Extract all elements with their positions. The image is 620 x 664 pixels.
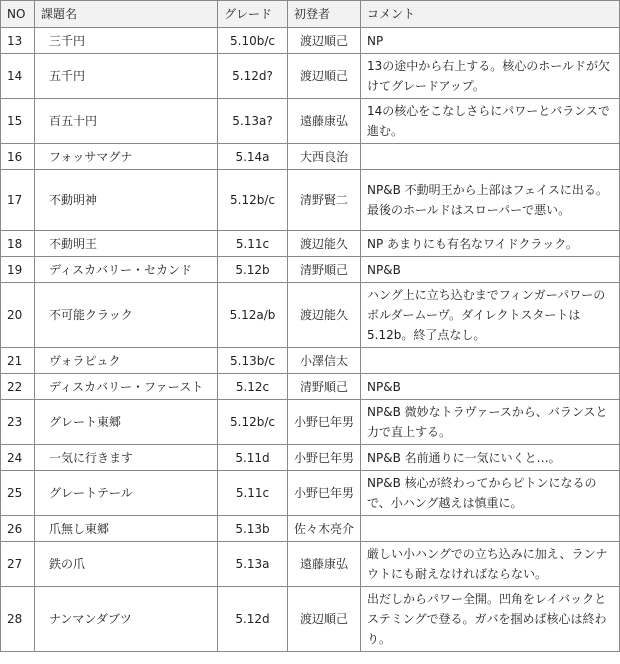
cell-first-ascent: 渡辺能久 — [288, 283, 361, 348]
cell-first-ascent: 佐々木亮介 — [288, 516, 361, 542]
cell-route-name: グレートテール — [35, 471, 218, 516]
cell-route-name: 不可能クラック — [35, 283, 218, 348]
cell-comment: NP&B — [361, 257, 620, 283]
cell-comment — [361, 144, 620, 170]
cell-no: 20 — [1, 283, 35, 348]
cell-route-name: 百五十円 — [35, 99, 218, 144]
cell-comment: NP&B 微妙なトラヴァースから、バランスと力で直上する。 — [361, 400, 620, 445]
cell-grade: 5.12a/b — [218, 283, 288, 348]
cell-no: 23 — [1, 400, 35, 445]
cell-first-ascent: 渡辺能久 — [288, 231, 361, 257]
table-row — [1, 374, 620, 400]
cell-comment: NP&B — [361, 374, 620, 400]
cell-no: 28 — [1, 587, 35, 652]
table-row — [1, 400, 620, 445]
cell-no: 27 — [1, 542, 35, 587]
table-row — [1, 445, 620, 471]
table-row — [1, 471, 620, 516]
cell-first-ascent: 清野順己 — [288, 257, 361, 283]
table-row — [1, 348, 620, 374]
cell-route-name: 鉄の爪 — [35, 542, 218, 587]
cell-first-ascent: 遠藤康弘 — [288, 99, 361, 144]
table-row — [1, 283, 620, 348]
cell-grade: 5.12d? — [218, 54, 288, 99]
cell-comment: 厳しい小ハングでの立ち込みに加え、ランナウトにも耐えなければならない。 — [361, 542, 620, 587]
cell-grade: 5.12b/c — [218, 170, 288, 231]
cell-comment: NP あまりにも有名なワイドクラック。 — [361, 231, 620, 257]
header-no: NO — [1, 1, 35, 28]
cell-no: 21 — [1, 348, 35, 374]
cell-no: 24 — [1, 445, 35, 471]
cell-no: 17 — [1, 170, 35, 231]
cell-no: 22 — [1, 374, 35, 400]
cell-route-name: 不動明神 — [35, 170, 218, 231]
cell-route-name: フォッサマグナ — [35, 144, 218, 170]
cell-grade: 5.10b/c — [218, 28, 288, 54]
table-row — [1, 170, 620, 231]
cell-comment: 13の途中から右上する。核心のホールドが欠けてグレードアップ。 — [361, 54, 620, 99]
table-row — [1, 99, 620, 144]
table-row — [1, 144, 620, 170]
cell-no: 14 — [1, 54, 35, 99]
cell-grade: 5.11d — [218, 445, 288, 471]
table-row — [1, 28, 620, 54]
table-header-row — [1, 1, 620, 28]
cell-first-ascent: 小野巳年男 — [288, 400, 361, 445]
cell-no: 26 — [1, 516, 35, 542]
cell-no: 13 — [1, 28, 35, 54]
cell-route-name: 爪無し東郷 — [35, 516, 218, 542]
cell-first-ascent: 小野巳年男 — [288, 471, 361, 516]
cell-grade: 5.14a — [218, 144, 288, 170]
header-name: 課題名 — [35, 1, 218, 28]
cell-comment: 14の核心をこなしさらにパワーとバランスで進む。 — [361, 99, 620, 144]
cell-grade: 5.12b/c — [218, 400, 288, 445]
cell-first-ascent: 清野順己 — [288, 374, 361, 400]
cell-comment: 出だしからパワー全開。凹角をレイバックとステミングで登る。ガバを掴めば核心は終わり。 — [361, 587, 620, 652]
cell-first-ascent: 小澤信太 — [288, 348, 361, 374]
cell-grade: 5.11c — [218, 231, 288, 257]
cell-grade: 5.12c — [218, 374, 288, 400]
cell-comment: NP&B 核心が終わってからピトンになるので、小ハング越えは慎重に。 — [361, 471, 620, 516]
cell-first-ascent: 遠藤康弘 — [288, 542, 361, 587]
header-setter: 初登者 — [288, 1, 361, 28]
cell-grade: 5.13b — [218, 516, 288, 542]
cell-grade: 5.12d — [218, 587, 288, 652]
cell-grade: 5.11c — [218, 471, 288, 516]
cell-first-ascent: 渡辺順己 — [288, 28, 361, 54]
table-body — [1, 28, 620, 652]
cell-first-ascent: 渡辺順己 — [288, 54, 361, 99]
cell-no: 19 — [1, 257, 35, 283]
header-comment: コメント — [361, 1, 620, 28]
cell-comment: NP&B 不動明王から上部はフェイスに出る。最後のホールドはスローパーで悪い。 — [361, 170, 620, 231]
header-grade: グレード — [218, 1, 288, 28]
cell-grade: 5.12b — [218, 257, 288, 283]
cell-no: 18 — [1, 231, 35, 257]
cell-comment — [361, 516, 620, 542]
cell-route-name: グレート東郷 — [35, 400, 218, 445]
cell-route-name: ヴォラピュク — [35, 348, 218, 374]
table-row — [1, 516, 620, 542]
cell-route-name: 一気に行きます — [35, 445, 218, 471]
cell-route-name: ディスカバリー・ファースト — [35, 374, 218, 400]
cell-comment: ハング上に立ち込むまでフィンガーパワーのボルダームーヴ。ダイレクトスタートは5.12b。終了点なし。 — [361, 283, 620, 348]
cell-grade: 5.13a? — [218, 99, 288, 144]
cell-first-ascent: 小野巳年男 — [288, 445, 361, 471]
cell-no: 15 — [1, 99, 35, 144]
cell-comment: NP&B 名前通りに一気にいくと…。 — [361, 445, 620, 471]
table-row — [1, 587, 620, 652]
cell-first-ascent: 渡辺順己 — [288, 587, 361, 652]
cell-no: 16 — [1, 144, 35, 170]
cell-first-ascent: 清野賢二 — [288, 170, 361, 231]
table-row — [1, 542, 620, 587]
table-row — [1, 54, 620, 99]
table-row — [1, 231, 620, 257]
cell-comment: NP — [361, 28, 620, 54]
cell-grade: 5.13b/c — [218, 348, 288, 374]
cell-route-name: 五千円 — [35, 54, 218, 99]
cell-route-name: ディスカバリー・セカンド — [35, 257, 218, 283]
cell-route-name: 三千円 — [35, 28, 218, 54]
cell-no: 25 — [1, 471, 35, 516]
cell-route-name: 不動明王 — [35, 231, 218, 257]
cell-grade: 5.13a — [218, 542, 288, 587]
cell-route-name: ナンマンダブツ — [35, 587, 218, 652]
table-row — [1, 257, 620, 283]
cell-first-ascent: 大西良治 — [288, 144, 361, 170]
cell-comment — [361, 348, 620, 374]
